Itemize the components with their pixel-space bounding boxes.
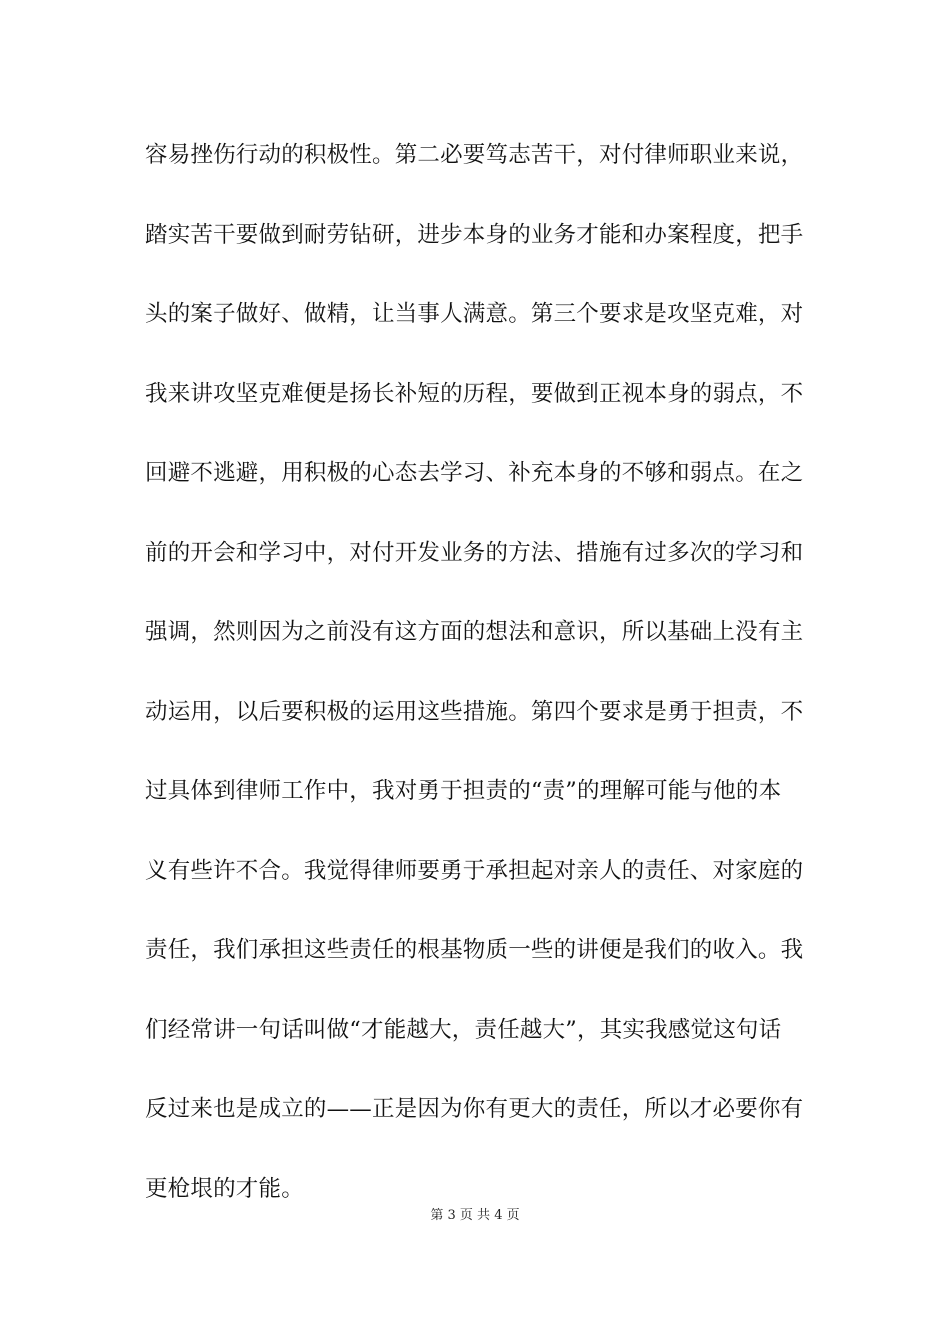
body-paragraph [145, 138, 815, 1251]
text-line: 我来讲攻坚克难便是扬长补短的历程，要做到正视本身的弱点，不 [145, 380, 804, 407]
text-line: 义有些许不合。我觉得律师要勇于承担起对亲人的责任、对家庭的 [145, 857, 804, 884]
text-line: 头的案子做好、做精，让当事人满意。第三个要求是攻坚克难，对 [145, 301, 804, 327]
text-line: 回避不逃避，用积极的心态去学习、补充本身的不够和弱点。在之 [145, 460, 804, 486]
text-line: 容易挫伤行动的积极性。第二必要笃志苦干，对付律师职业来说， [145, 142, 804, 168]
page-number-label: 第 3 页 共 4 页 [430, 1208, 520, 1223]
text-line: 前的开会和学习中，对付开发业务的方法、措施有过多次的学习和 [145, 539, 804, 566]
text-line: 反过来也是成立的——正是因为你有更大的责任，所以才必要你有 [145, 1096, 804, 1122]
text-line: 强调，然则因为之前没有这方面的想法和意识，所以基础上没有主 [145, 619, 804, 645]
text-line: 更枪垠的才能。 [145, 1175, 304, 1202]
text-line: 过具体到律师工作中，我对勇于担责的“责”的理解可能与他的本 [145, 778, 782, 804]
text-line: 踏实苦干要做到耐劳钻研，进步本身的业务才能和办案程度，把手 [145, 221, 804, 248]
text-line: 责任，我们承担这些责任的根基物质一些的讲便是我们的收入。我 [145, 937, 804, 963]
text-line: 们经常讲一句话叫做“才能越大，责任越大”，其实我感觉这句话 [145, 1016, 782, 1043]
text-line: 动运用，以后要积极的运用这些措施。第四个要求是勇于担责，不 [145, 698, 804, 725]
page-footer [0, 1204, 950, 1223]
